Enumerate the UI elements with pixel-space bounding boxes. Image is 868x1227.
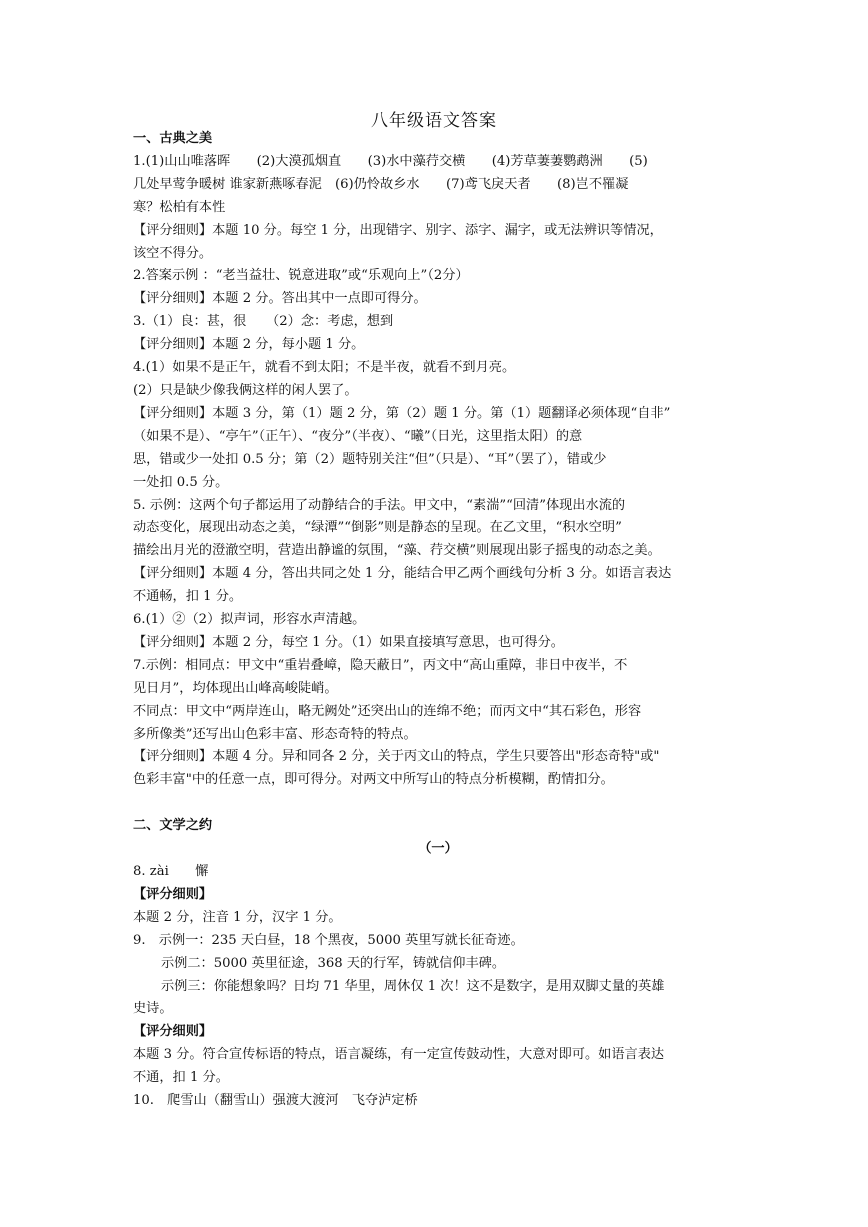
q7-rule-line: 【评分细则】本题 4 分。异和同各 2 分，关于丙文山的特点，学生只要答出"形态奇特"或" (133, 749, 660, 765)
q7-line: 7.示例：相同点：甲文中“重岩叠嶂，隐天蔽日”，丙文中“高山重障，非日中夜半，不 (133, 657, 628, 673)
section-heading-2: 二、文学之约 (133, 818, 213, 834)
q4-line: (2）只是缺少像我俩这样的闲人罢了。 (133, 382, 358, 398)
q10-answer: 10. 爬雪山（翻雪山）强渡大渡河 飞夺泸定桥 (133, 1093, 418, 1109)
q5-line: 动态变化，展现出动态之美，“绿潭”“倒影”则是静态的呈现。在乙文里，“积水空明” (133, 520, 622, 536)
q1-rule-line: 该空不得分。 (133, 245, 213, 261)
q1-line: 1.(1)山山唯落晖 (2)大漠孤烟直 (3)水中藻荇交横 (4)芳草萋萋鹦鹉洲 (5) (133, 153, 648, 169)
q6-answer: 6.(1）②（2）拟声词，形容水声清越。 (133, 612, 366, 628)
q5-line: 5. 示例：这两个句子都运用了动静结合的手法。甲文中，“素湍”“回清”体现出水流的 (133, 497, 626, 513)
q9-line: 示例二：5000 英里征途，368 天的行军，铸就信仰丰碑。 (161, 955, 506, 971)
document-title: 八年级语文答案 (371, 111, 497, 131)
q8-rule: 本题 2 分，注音 1 分，汉字 1 分。 (133, 909, 342, 925)
sub-heading: （一） (418, 841, 458, 857)
q9-line: 示例三：你能想象吗？日均 71 华里，周休仅 1 次！这不是数字，是用双脚丈量的英雄 (161, 978, 665, 994)
spacer (133, 792, 743, 815)
q7-line: 见日月”，均体现出山峰高峻陡峭。 (133, 680, 338, 696)
q1-rule-line: 【评分细则】本题 10 分。每空 1 分，出现错字、别字、添字、漏字，或无法辨识等情况， (133, 222, 663, 238)
q2-answer: 2.答案示例 ：“老当益壮、锐意进取”或“乐观向上”（2分） (133, 268, 469, 284)
q5-line: 描绘出月光的澄澈空明，营造出静谧的氛围，“藻、荇交横”则展现出影子摇曳的动态之美。 (133, 543, 661, 559)
section-heading-1: 一、古典之美 (133, 131, 213, 146)
q4-line: 4.(1）如果不是正午，就看不到太阳；不是半夜，就看不到月亮。 (133, 360, 516, 376)
q7-line: 不同点：甲文中“两岸连山，略无阙处”还突出山的连绵不绝；而丙文中“其石彩色，形容 (133, 703, 642, 719)
q7-line: 多所像类”还写出山色彩丰富、形态奇特的特点。 (133, 726, 417, 742)
q4-rule-line: （如果不是）、“亭午”（正午）、“夜分”（半夜）、“曦”（日光，这里指太阳）的意 (133, 428, 583, 444)
q1-line: 寒？松柏有本性 (133, 199, 226, 215)
q3-answer: 3.（1）良：甚，很 （2）念：考虑，想到 (133, 314, 394, 330)
q4-rule-line: 思，错或少一处扣 0.5 分；第（2）题特别关注“但”（只是）、“耳”（罢了），错或少 (133, 451, 607, 467)
q4-rule-line: 【评分细则】本题 3 分，第（1）题 2 分，第（2）题 1 分。第（1）题翻译必须体现“自非” (133, 405, 671, 421)
q8-answer: 8. zài 懈 (133, 863, 209, 879)
q2-rule: 【评分细则】本题 2 分。答出其中一点即可得分。 (133, 291, 427, 307)
q8-rule-heading: 【评分细则】 (133, 886, 213, 902)
q3-rule: 【评分细则】本题 2 分，每小题 1 分。 (133, 337, 365, 353)
q9-line: 9. 示例一：235 天白昼，18 个黑夜，5000 英里写就长征奇迹。 (133, 932, 524, 948)
q7-rule-line: 色彩丰富"中的任意一点，即可得分。对两文中所写山的特点分析模糊，酌情扣分。 (133, 772, 614, 788)
q9-rule-line: 本题 3 分。符合宣传标语的特点，语言凝练，有一定宣传鼓动性，大意对即可。如语言表达 (133, 1047, 665, 1063)
q5-rule-line: 不通畅，扣 1 分。 (133, 589, 243, 605)
q4-rule-line: 一处扣 0.5 分。 (133, 474, 229, 490)
q9-line: 史诗。 (133, 1001, 173, 1017)
q9-rule-heading: 【评分细则】 (133, 1024, 213, 1040)
q9-rule-line: 不通，扣 1 分。 (133, 1070, 229, 1086)
q6-rule: 【评分细则】本题 2 分，每空 1 分。（1）如果直接填写意思，也可得分。 (133, 634, 564, 650)
q5-rule-line: 【评分细则】本题 4 分，答出共同之处 1 分，能结合甲乙两个画线句分析 3 分。如语言表达 (133, 566, 672, 582)
document-body (133, 128, 743, 1113)
q1-line: 几处早莺争暖树 谁家新燕啄春泥 (6)仍怜故乡水 (7)鸢飞戾天者 (8)岂不罹凝 (133, 176, 629, 192)
